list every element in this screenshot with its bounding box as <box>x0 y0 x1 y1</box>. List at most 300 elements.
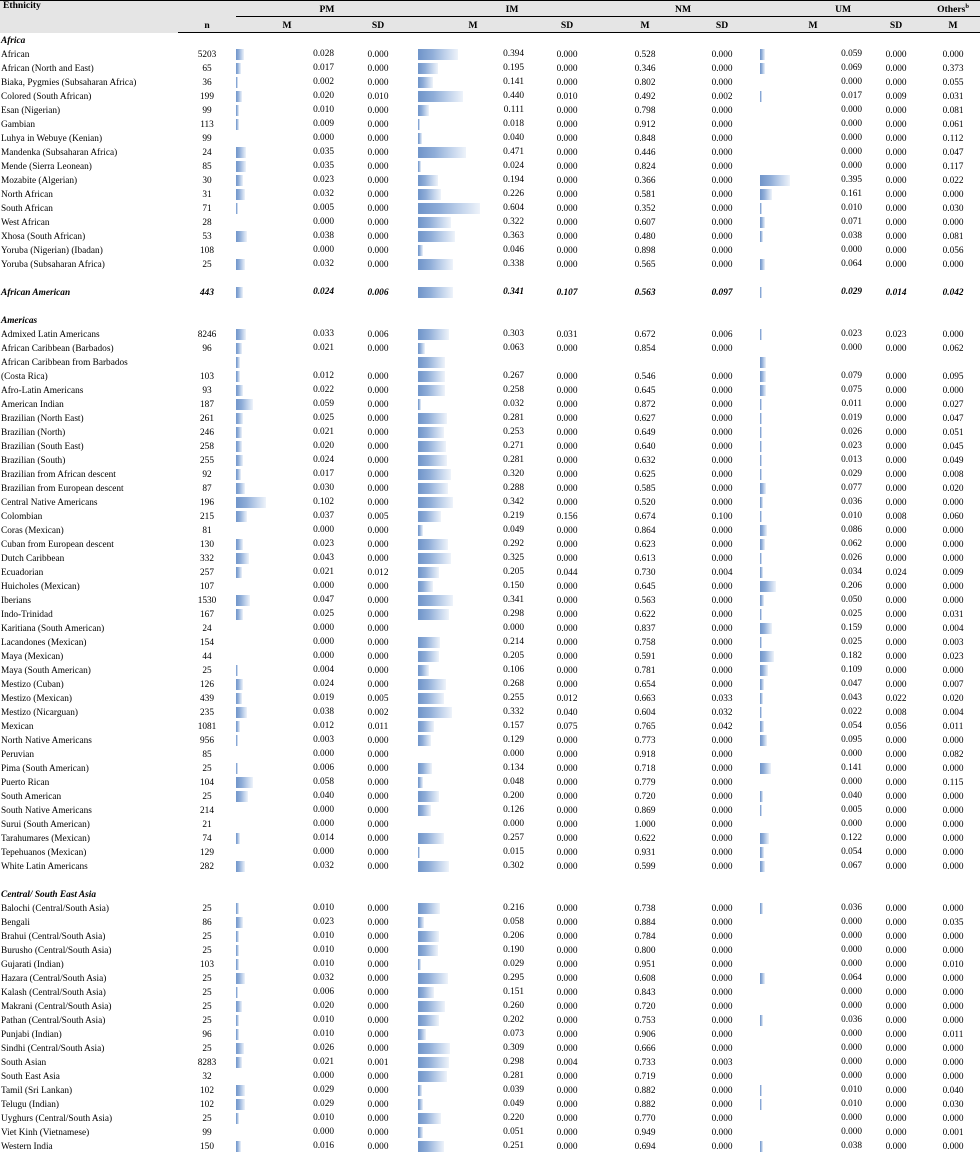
data-bar-cell <box>760 818 866 831</box>
cell-value: 0.033 <box>313 328 334 339</box>
row-um-m <box>760 1055 866 1069</box>
row-im-m <box>418 831 528 845</box>
row-nm-m: 0.672 <box>634 330 656 341</box>
row-pm-sd: 0.000 <box>367 134 389 145</box>
data-bar-cell <box>236 1140 338 1153</box>
row-others-m: 0.000 <box>942 190 964 201</box>
row-ethnicity-label: Dutch Caribbean <box>1 554 65 565</box>
data-bar-cell <box>236 650 338 663</box>
row-um-m <box>760 439 866 453</box>
data-bar-cell <box>418 216 528 229</box>
data-bar <box>236 441 242 452</box>
table-row[interactable] <box>0 1097 980 1111</box>
row-ethnicity-label: Lacandones (Mexican) <box>1 638 87 649</box>
table-row[interactable] <box>0 733 980 747</box>
header-spacer-n <box>178 1 236 17</box>
row-others-m: 0.001 <box>942 1128 964 1139</box>
row-um-sd: 0.000 <box>885 918 907 929</box>
table-row[interactable] <box>0 411 980 425</box>
data-bar-cell <box>236 468 338 481</box>
data-bar <box>236 1057 242 1068</box>
row-um-sd: 0.000 <box>885 1100 907 1111</box>
row-im-sd: 0.012 <box>556 694 578 705</box>
row-im-m <box>418 901 528 915</box>
cell-value: 0.002 <box>313 76 334 87</box>
cell-value: 0.026 <box>313 1042 334 1053</box>
table-row[interactable] <box>0 901 980 915</box>
row-pm-sd: 0.000 <box>367 442 389 453</box>
row-nm-m: 0.632 <box>634 456 656 467</box>
table-row[interactable] <box>0 1125 980 1139</box>
cell-value: 0.161 <box>841 188 863 199</box>
data-bar <box>760 385 766 396</box>
table-row[interactable] <box>0 481 980 495</box>
cell-value: 0.288 <box>503 482 525 493</box>
row-um-sd: 0.000 <box>885 778 907 789</box>
cell-value: 0.036 <box>841 496 863 507</box>
table-row[interactable] <box>0 845 980 859</box>
row-others-m: 0.009 <box>942 568 964 579</box>
table-row[interactable] <box>0 75 980 89</box>
row-im-sd: 0.000 <box>556 162 578 173</box>
table-row[interactable] <box>0 971 980 985</box>
row-pm-m <box>236 747 338 761</box>
data-bar <box>236 1001 242 1012</box>
table-row[interactable] <box>0 1069 980 1083</box>
row-others-m: 0.000 <box>942 218 964 229</box>
row-pm-sd: 0.000 <box>367 540 389 551</box>
data-bar-cell <box>236 202 338 215</box>
data-bar-cell <box>760 440 866 453</box>
table-row[interactable] <box>0 467 980 481</box>
data-bar <box>760 805 762 816</box>
table-row[interactable] <box>0 355 980 369</box>
table-row[interactable] <box>0 229 980 243</box>
table-row[interactable] <box>0 215 980 229</box>
table-row[interactable] <box>0 803 980 817</box>
cell-value: 0.026 <box>841 552 863 563</box>
row-pm-m <box>236 439 338 453</box>
column-header-im-m: M <box>418 17 528 33</box>
row-pm-sd: 0.000 <box>367 498 389 509</box>
cell-value: 0.000 <box>841 160 863 171</box>
row-im-m <box>418 649 528 663</box>
row-um-sd: 0.000 <box>885 1002 907 1013</box>
data-bar <box>236 1141 241 1152</box>
cell-value: 0.126 <box>503 804 525 815</box>
data-bar <box>236 77 238 88</box>
data-bar-cell <box>418 818 528 831</box>
table-row[interactable] <box>0 159 980 173</box>
row-im-sd: 0.000 <box>556 50 578 61</box>
row-pm-m <box>236 845 338 859</box>
cell-value: 0.010 <box>313 1028 334 1039</box>
row-ethnicity-label: Mandenka (Subsaharan Africa) <box>1 148 118 159</box>
table-row[interactable] <box>0 103 980 117</box>
data-bar <box>418 1127 423 1138</box>
row-n: 25 <box>202 988 212 999</box>
data-bar <box>236 203 238 214</box>
row-nm-m: 0.565 <box>634 260 656 271</box>
row-um-m <box>760 663 866 677</box>
row-im-sd: 0.000 <box>556 526 578 537</box>
row-pm-sd: 0.000 <box>367 1128 389 1139</box>
row-others-m: 0.008 <box>942 470 964 481</box>
data-bar-cell <box>418 958 528 971</box>
table-row[interactable] <box>0 719 980 733</box>
data-bar <box>760 287 762 298</box>
data-bar-cell <box>760 188 866 201</box>
row-um-sd: 0.000 <box>885 1114 907 1125</box>
cell-value: 0.157 <box>503 720 525 731</box>
table-row[interactable] <box>0 1027 980 1041</box>
data-bar <box>760 581 776 592</box>
data-bar-cell <box>418 202 528 215</box>
row-ethnicity-label: Gujarati (Indian) <box>1 960 64 971</box>
data-bar <box>236 343 242 354</box>
data-bar <box>236 973 245 984</box>
row-im-sd: 0.000 <box>556 764 578 775</box>
table-row[interactable] <box>0 775 980 789</box>
row-others-m: 0.049 <box>942 456 964 467</box>
cell-value: 0.000 <box>841 118 863 129</box>
table-row[interactable] <box>0 439 980 453</box>
row-pm-m <box>236 495 338 509</box>
row-nm-sd: 0.000 <box>711 960 733 971</box>
data-bar-cell <box>760 748 866 761</box>
cell-value: 0.026 <box>841 426 863 437</box>
table-row[interactable] <box>0 747 980 761</box>
cell-value: 0.025 <box>841 636 863 647</box>
table-row[interactable] <box>0 173 980 187</box>
data-bar <box>760 511 762 522</box>
row-pm-sd: 0.011 <box>367 722 389 733</box>
table-row[interactable] <box>0 1041 980 1055</box>
data-bar-cell <box>236 188 338 201</box>
data-bar-cell <box>236 762 338 775</box>
row-others-m: 0.031 <box>942 92 964 103</box>
row-nm-m: 0.599 <box>634 862 656 873</box>
table-row[interactable] <box>0 985 980 999</box>
data-bar <box>418 539 448 550</box>
data-bar-cell <box>760 524 866 537</box>
cell-value: 0.000 <box>313 132 334 143</box>
data-bar-cell <box>760 244 866 257</box>
table-row[interactable] <box>0 593 980 607</box>
table-row[interactable] <box>0 579 980 593</box>
data-bar <box>760 651 774 662</box>
table-row[interactable] <box>0 1013 980 1027</box>
row-others-m: 0.020 <box>942 484 964 495</box>
row-um-sd: 0.000 <box>885 862 907 873</box>
row-pm-m <box>236 327 338 341</box>
table-row[interactable] <box>0 761 980 775</box>
cell-value: 0.000 <box>503 818 525 829</box>
table-row[interactable] <box>0 537 980 551</box>
row-im-sd: 0.000 <box>556 652 578 663</box>
row-um-sd: 0.000 <box>885 1086 907 1097</box>
row-ethnicity-label: South American <box>1 792 62 803</box>
table-row[interactable] <box>0 243 980 257</box>
table-row[interactable] <box>0 1139 980 1153</box>
row-nm-sd: 0.000 <box>711 1114 733 1125</box>
row-im-sd: 0.000 <box>556 106 578 117</box>
row-im-m <box>418 985 528 999</box>
table-row[interactable] <box>0 453 980 467</box>
row-um-sd: 0.000 <box>885 1058 907 1069</box>
table-row[interactable] <box>0 691 980 705</box>
table-row[interactable] <box>0 1083 980 1097</box>
table-row[interactable] <box>0 663 980 677</box>
row-pm-m <box>236 943 338 957</box>
column-group-others-label: Others <box>937 4 966 16</box>
data-bar <box>418 343 425 354</box>
row-um-sd: 0.056 <box>885 722 907 733</box>
data-bar <box>760 1015 763 1026</box>
cell-value: 0.206 <box>503 930 525 941</box>
row-nm-m: 0.627 <box>634 414 656 425</box>
data-bar-cell <box>760 384 866 397</box>
row-others-m <box>926 355 980 369</box>
table-row[interactable] <box>0 957 980 971</box>
row-pm-m <box>236 173 338 187</box>
row-nm-m: 0.604 <box>634 708 656 719</box>
cell-value: 0.302 <box>503 860 525 871</box>
row-pm-sd: 0.006 <box>367 288 389 299</box>
row-n: 25 <box>202 260 212 271</box>
row-um-m <box>760 131 866 145</box>
row-im-sd: 0.000 <box>556 638 578 649</box>
table-row[interactable] <box>0 915 980 929</box>
row-nm-sd: 0.000 <box>711 78 733 89</box>
row-nm-m: 0.613 <box>634 554 656 565</box>
data-bar <box>760 679 764 690</box>
data-bar <box>236 903 239 914</box>
cell-value: 0.047 <box>841 678 863 689</box>
table-row[interactable] <box>0 817 980 831</box>
table-row[interactable] <box>0 285 980 299</box>
table-row[interactable] <box>0 831 980 845</box>
table-row[interactable] <box>0 523 980 537</box>
row-im-m <box>418 915 528 929</box>
data-bar-cell <box>418 1014 528 1027</box>
row-im-m <box>418 131 528 145</box>
row-um-sd: 0.000 <box>885 806 907 817</box>
data-bar-cell <box>236 524 338 537</box>
table-row[interactable] <box>0 649 980 663</box>
row-ethnicity-label: Makrani (Central/South Asia) <box>1 1002 112 1013</box>
data-bar-cell <box>236 776 338 789</box>
row-nm-m: 0.951 <box>634 960 656 971</box>
row-um-m <box>760 341 866 355</box>
row-nm-m: 0.718 <box>634 764 656 775</box>
table-row[interactable] <box>0 509 980 523</box>
table-row[interactable] <box>0 145 980 159</box>
row-nm-m: 0.608 <box>634 974 656 985</box>
row-ethnicity-label: Puerto Rican <box>1 778 50 789</box>
cell-value: 0.020 <box>313 90 334 101</box>
row-pm-m <box>236 243 338 257</box>
cell-value: 0.029 <box>313 1084 334 1095</box>
data-bar <box>418 105 429 116</box>
table-row[interactable] <box>0 117 980 131</box>
cell-value: 0.010 <box>313 930 334 941</box>
data-bar-cell <box>418 720 528 733</box>
cell-value: 0.025 <box>313 608 334 619</box>
row-im-sd: 0.000 <box>556 862 578 873</box>
cell-value: 0.109 <box>841 664 863 675</box>
data-bar <box>236 707 247 718</box>
table-row[interactable] <box>0 369 980 383</box>
column-header-n: n <box>178 17 236 33</box>
table-row[interactable] <box>0 607 980 621</box>
data-bar-cell <box>760 790 866 803</box>
table-row[interactable] <box>0 789 980 803</box>
row-um-sd: 0.000 <box>885 988 907 999</box>
row-nm-m: 0.949 <box>634 1128 656 1139</box>
table-row[interactable] <box>0 1055 980 1069</box>
row-im-sd: 0.000 <box>556 386 578 397</box>
row-pm-m <box>236 1125 338 1139</box>
row-pm-sd: 0.000 <box>367 834 389 845</box>
table-row[interactable] <box>0 397 980 411</box>
row-um-m <box>760 61 866 75</box>
cell-value: 0.035 <box>313 160 334 171</box>
table-row[interactable] <box>0 705 980 719</box>
row-nm-sd: 0.000 <box>711 400 733 411</box>
cell-value: 0.040 <box>841 790 863 801</box>
row-others-m: 0.004 <box>942 708 964 719</box>
cell-value: 0.342 <box>503 496 525 507</box>
data-bar <box>418 455 447 466</box>
row-nm-m: 0.779 <box>634 778 656 789</box>
cell-value: 0.000 <box>841 342 863 353</box>
data-bar <box>760 1099 762 1110</box>
data-bar <box>236 371 240 382</box>
row-um-sd: 0.000 <box>885 666 907 677</box>
table-row[interactable] <box>0 635 980 649</box>
cell-value: 0.111 <box>503 104 525 115</box>
table-row[interactable] <box>0 551 980 565</box>
table-row[interactable] <box>0 383 980 397</box>
row-pm-sd: 0.000 <box>367 484 389 495</box>
data-bar-cell <box>418 76 528 89</box>
row-pm-sd: 0.000 <box>367 1086 389 1097</box>
cell-value: 0.000 <box>841 986 863 997</box>
data-bar <box>418 581 433 592</box>
data-bar-cell <box>760 1028 866 1041</box>
row-others-m: 0.000 <box>942 554 964 565</box>
data-bar-cell <box>418 328 528 341</box>
data-bar-cell <box>418 916 528 929</box>
cell-value: 0.012 <box>313 370 334 381</box>
table-row[interactable] <box>0 859 980 873</box>
data-bar-cell <box>418 972 528 985</box>
table-row[interactable] <box>0 943 980 957</box>
row-pm-m <box>236 397 338 411</box>
data-bar <box>760 63 765 74</box>
data-bar-cell <box>418 412 528 425</box>
data-bar-cell <box>236 664 338 677</box>
table-row[interactable] <box>0 1111 980 1125</box>
row-nm-m: 0.719 <box>634 1072 656 1083</box>
row-um-m <box>760 509 866 523</box>
row-im-sd: 0.000 <box>556 190 578 201</box>
cell-value: 0.195 <box>503 62 525 73</box>
table-row[interactable] <box>0 425 980 439</box>
row-n: 443 <box>200 288 214 299</box>
cell-value: 0.050 <box>841 594 863 605</box>
cell-value: 0.257 <box>503 832 525 843</box>
row-n: 261 <box>200 414 214 425</box>
table-row[interactable] <box>0 677 980 691</box>
table-row[interactable] <box>0 929 980 943</box>
data-bar <box>418 427 444 438</box>
cell-value: 0.006 <box>313 986 334 997</box>
cell-value: 0.019 <box>841 412 863 423</box>
row-pm-sd: 0.000 <box>367 1142 389 1153</box>
cell-value: 0.214 <box>503 636 525 647</box>
cell-value: 0.000 <box>841 1112 863 1123</box>
table-row[interactable] <box>0 201 980 215</box>
cell-value: 0.000 <box>313 804 334 815</box>
data-bar-cell <box>418 706 528 719</box>
row-im-m <box>418 761 528 775</box>
row-nm-sd: 0.000 <box>711 904 733 915</box>
table-row[interactable] <box>0 621 980 635</box>
row-nm-sd: 0.000 <box>711 1072 733 1083</box>
table-row[interactable] <box>0 341 980 355</box>
cell-value: 0.395 <box>841 174 863 185</box>
data-bar <box>760 189 772 200</box>
table-row[interactable] <box>0 47 980 61</box>
table-row[interactable] <box>0 327 980 341</box>
table-row[interactable] <box>0 495 980 509</box>
table-row[interactable] <box>0 257 980 271</box>
row-pm-m <box>236 593 338 607</box>
table-row[interactable] <box>0 999 980 1013</box>
row-nm-sd: 0.000 <box>711 1142 733 1153</box>
cell-value: 0.019 <box>313 692 334 703</box>
row-im-m <box>418 285 528 299</box>
table-row[interactable] <box>0 89 980 103</box>
row-im-sd: 0.000 <box>556 792 578 803</box>
row-n: 235 <box>200 708 214 719</box>
cell-value: 0.017 <box>841 90 863 101</box>
row-others-m: 0.000 <box>942 848 964 859</box>
row-nm-sd: 0.000 <box>711 1086 733 1097</box>
row-n: 25 <box>202 1002 212 1013</box>
row-um-sd: 0.000 <box>885 1016 907 1027</box>
row-pm-sd: 0.000 <box>367 918 389 929</box>
table-row[interactable] <box>0 61 980 75</box>
row-im-sd: 0.000 <box>556 148 578 159</box>
data-bar <box>418 637 440 648</box>
data-bar-cell <box>760 902 866 915</box>
column-header-im-sd: SD <box>528 17 606 33</box>
row-im-sd: 0.004 <box>556 1058 578 1069</box>
cell-value: 0.000 <box>841 916 863 927</box>
data-bar-cell <box>418 258 528 271</box>
row-others-m: 0.030 <box>942 1100 964 1111</box>
table-row[interactable] <box>0 131 980 145</box>
row-pm-m <box>236 131 338 145</box>
table-row[interactable] <box>0 565 980 579</box>
data-bar-cell <box>236 342 338 355</box>
data-bar <box>760 91 762 102</box>
table-row[interactable] <box>0 187 980 201</box>
row-n: 87 <box>202 484 212 495</box>
